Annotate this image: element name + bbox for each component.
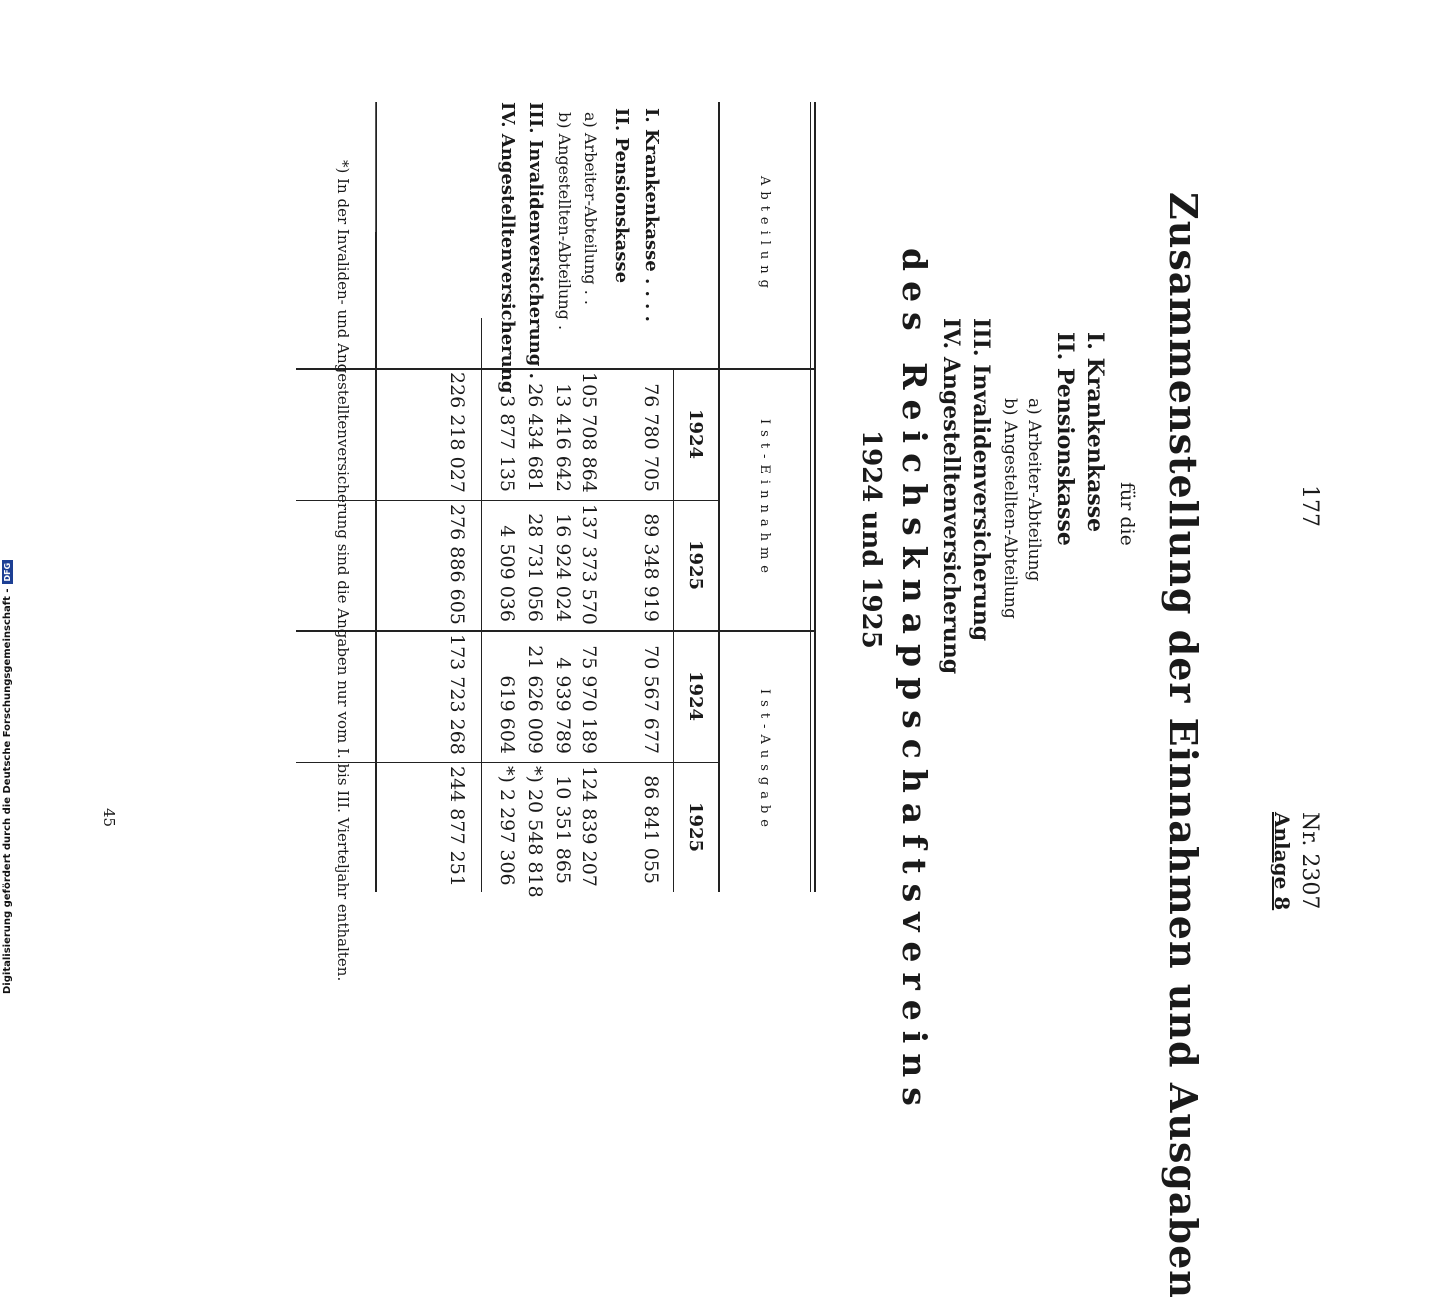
list-item-1: I. Krankenkasse <box>1082 332 1108 533</box>
appendix-label: Anlage 8 <box>1270 812 1294 911</box>
expense-year-1924: 1924 <box>685 670 706 722</box>
cell-total-a1925: 244 877 251 <box>446 766 468 887</box>
row-label-angestellten: b) Angestellten-Abteilung . <box>555 112 574 331</box>
bottom-mark: 45 <box>100 808 118 828</box>
column-divider-1 <box>296 368 816 370</box>
digitization-notice: Digitalisierung gefördert durch die Deutsche Forschungsgemeinschaft -DFG <box>2 560 13 994</box>
cell-angestellten-a1924: 4 939 789 <box>552 657 574 754</box>
income-year-1924: 1924 <box>685 408 706 460</box>
column-header-expense: Ist-Ausgabe <box>757 689 772 833</box>
for-the-text: für die <box>1116 482 1138 546</box>
table-totals-rule <box>481 318 482 892</box>
row-label-invaliden: III. Invalidenversicherung . <box>525 102 546 379</box>
cell-arbeiter-a1924: 75 970 189 <box>578 645 600 754</box>
cell-invaliden-a1925: *) 20 548 818 <box>524 766 546 898</box>
document-number: Nr. 2307 <box>1297 812 1322 910</box>
cell-kranken-a1925: 86 841 055 <box>640 775 662 884</box>
list-item-2a: a) Arbeiter-Abteilung <box>1024 398 1044 582</box>
cell-angvers-e1925: 4 509 036 <box>496 525 518 622</box>
cell-kranken-e1924: 76 780 705 <box>640 383 662 492</box>
list-item-4: IV. Angestelltenversicherung <box>938 318 964 675</box>
cell-invaliden-e1924: 26 434 681 <box>524 383 546 492</box>
column-header-income: Ist-Einnahme <box>757 419 772 579</box>
row-label-angestelltenvers: IV. Angestelltenversicherung <box>497 102 518 394</box>
cell-total-e1925: 276 886 605 <box>446 504 468 625</box>
row-label-arbeiter: a) Arbeiter-Abteilung . . <box>581 112 600 305</box>
footnote: *) In der Invaliden- und Angestelltenversicherung sind die Angaben nur vom I. bis III. Vierteljahr enthalten. <box>334 160 352 982</box>
report-years: 1924 und 1925 <box>856 430 886 649</box>
cell-angvers-a1924: 619 604 <box>496 675 518 754</box>
cell-kranken-a1924: 70 567 677 <box>640 645 662 754</box>
cell-angvers-e1924: 3 877 135 <box>496 395 518 492</box>
row-label-pensionskasse: II. Pensionskasse <box>611 108 632 284</box>
cell-angestellten-e1924: 13 416 642 <box>552 383 574 492</box>
row-label-krankenkasse: I. Krankenkasse . . . . <box>641 108 662 322</box>
table-header-rule <box>718 102 720 892</box>
income-year-1925: 1925 <box>685 539 706 591</box>
column-divider-3 <box>296 630 816 632</box>
cell-total-e1924: 226 218 027 <box>446 372 468 493</box>
cell-arbeiter-a1925: 124 839 207 <box>578 766 600 887</box>
list-item-3: III. Invalidenversicherung <box>968 318 994 642</box>
organization-name: des Reichsknappschaftsvereins <box>895 248 934 1116</box>
column-divider-2 <box>296 500 720 501</box>
page-number: 177 <box>1297 485 1322 527</box>
cell-arbeiter-e1925: 137 373 570 <box>578 504 600 625</box>
document-title: Zusammenstellung der Einnahmen und Ausgaben <box>1161 192 1206 1299</box>
cell-invaliden-a1924: 21 626 009 <box>524 645 546 754</box>
cell-arbeiter-e1924: 105 708 864 <box>578 372 600 493</box>
cell-angvers-a1925: *) 2 297 306 <box>496 766 518 886</box>
footnote-rule <box>375 102 376 232</box>
cell-total-a1924: 173 723 268 <box>446 634 468 755</box>
cell-angestellten-a1925: 10 351 865 <box>552 775 574 884</box>
table-top-rule <box>814 102 816 892</box>
list-item-2: II. Pensionskasse <box>1052 332 1078 546</box>
dfg-logo: DFG <box>2 560 13 585</box>
cell-angestellten-e1925: 16 924 024 <box>552 513 574 622</box>
cell-kranken-e1925: 89 348 919 <box>640 513 662 622</box>
digitization-sidebar <box>0 0 24 1000</box>
expense-year-1925: 1925 <box>685 801 706 853</box>
column-header-department: Abteilung <box>757 175 772 294</box>
table-top-rule-2 <box>810 102 811 892</box>
column-divider-4 <box>296 762 720 763</box>
cell-invaliden-e1925: 28 731 056 <box>524 513 546 622</box>
list-item-2b: b) Angestellten-Abteilung <box>1000 398 1020 619</box>
